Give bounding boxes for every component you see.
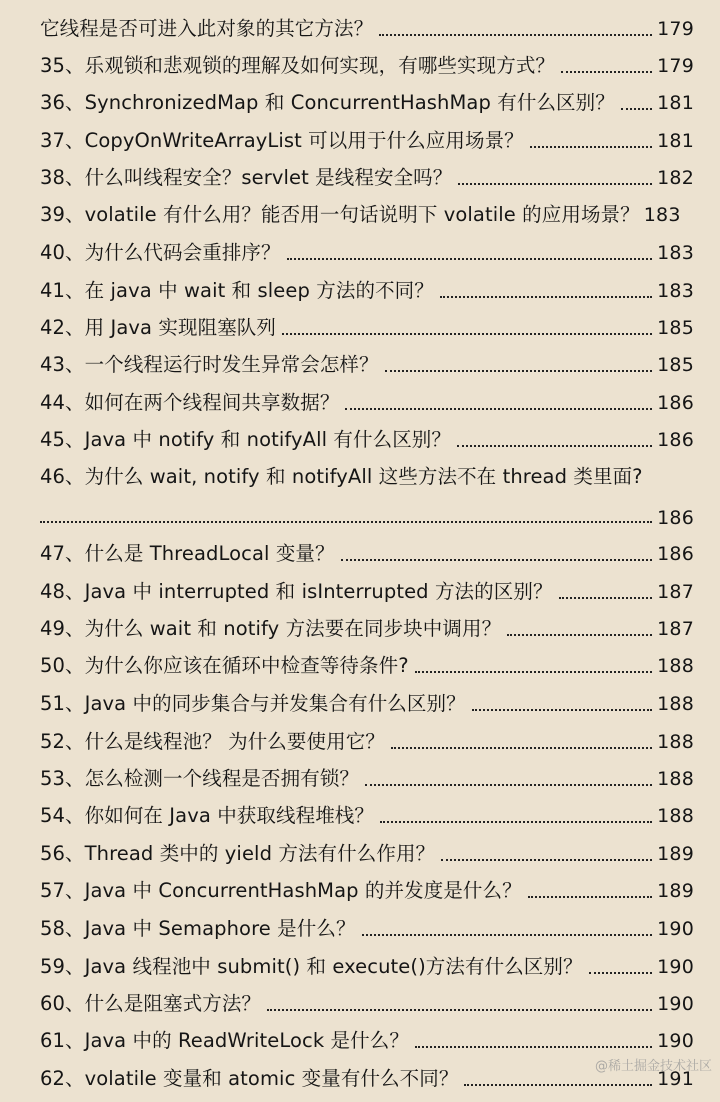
page-number: 189: [657, 843, 694, 865]
toc-entry[interactable]: [40, 987, 694, 1017]
page-number: 191: [657, 1068, 694, 1090]
page-number: 185: [657, 317, 694, 339]
dot-leader: [379, 34, 652, 36]
page-number: 187: [657, 618, 694, 640]
toc-entry[interactable]: [40, 386, 694, 416]
toc-entry[interactable]: [40, 799, 694, 829]
entry-title: 39、volatile 有什么用？能否用一句话说明下 volatile 的应用场景？: [40, 203, 640, 226]
dot-leader: [561, 71, 652, 73]
toc-entry[interactable]: [40, 423, 694, 453]
page-number: 186: [657, 507, 694, 529]
toc-entry[interactable]: [40, 12, 694, 42]
entry-title: 62、volatile 变量和 atomic 变量有什么不同？: [40, 1067, 459, 1090]
dot-leader: [345, 408, 652, 410]
page-number: 182: [657, 167, 694, 189]
entry-title: 46、为什么 wait, notify 和 notifyAll 这些方法不在 thread 类里面?: [40, 465, 643, 488]
page-number: 190: [657, 918, 694, 940]
entry-title: 52、什么是线程池？ 为什么要使用它？: [40, 730, 385, 753]
entry-title: 40、为什么代码会重排序？: [40, 241, 281, 264]
page-number: 181: [657, 92, 694, 114]
entry-title: 57、Java 中 ConcurrentHashMap 的并发度是什么？: [40, 879, 522, 902]
toc-entry[interactable]: [40, 649, 694, 679]
entry-title: 50、为什么你应该在循环中检查等待条件?: [40, 654, 409, 677]
toc-entry[interactable]: [40, 874, 694, 904]
entry-title: 61、Java 中的 ReadWriteLock 是什么？: [40, 1029, 409, 1052]
dot-leader: [365, 784, 652, 786]
page-number: 183: [657, 242, 694, 264]
entry-title: 49、为什么 wait 和 notify 方法要在同步块中调用？: [40, 617, 502, 640]
dot-leader: [287, 258, 653, 260]
entry-title: 它线程是否可进入此对象的其它方法？: [40, 17, 374, 40]
toc-entry[interactable]: [40, 460, 694, 490]
toc-entry[interactable]: [40, 49, 694, 79]
dot-leader: [528, 896, 652, 898]
page-number: 189: [657, 880, 694, 902]
page-number: 188: [657, 768, 694, 790]
dot-leader: [40, 521, 652, 523]
toc-entry[interactable]: [40, 86, 694, 116]
dot-leader: [621, 108, 652, 110]
toc-entry[interactable]: [40, 1024, 694, 1054]
dot-leader: [458, 183, 652, 185]
dot-leader: [472, 709, 652, 711]
toc-entry[interactable]: [40, 311, 694, 341]
toc-entry[interactable]: [40, 537, 694, 567]
watermark: [595, 1055, 712, 1074]
entry-title: 42、用 Java 实现阻塞队列: [40, 316, 276, 339]
dot-leader: [415, 671, 652, 673]
page-number: 185: [657, 354, 694, 376]
toc-entry[interactable]: [40, 198, 712, 228]
toc-entry[interactable]: [40, 236, 694, 266]
entry-title: 47、什么是 ThreadLocal 变量？: [40, 542, 335, 565]
entry-title: 38、什么叫线程安全？servlet 是线程安全吗？: [40, 166, 453, 189]
page-number: 190: [657, 993, 694, 1015]
toc-entry[interactable]: [40, 161, 694, 191]
entry-title: 58、Java 中 Semaphore 是什么？: [40, 917, 356, 940]
entry-title: 44、如何在两个线程间共享数据？: [40, 391, 340, 414]
entry-title: 45、Java 中 notify 和 notifyAll 有什么区别？: [40, 428, 452, 451]
page-number: 183: [643, 204, 681, 226]
entry-title: 59、Java 线程池中 submit() 和 execute()方法有什么区别？: [40, 955, 583, 978]
page-number: 188: [657, 655, 694, 677]
dot-leader: [380, 821, 652, 823]
toc-entry[interactable]: [40, 687, 694, 717]
dot-leader: [464, 1084, 652, 1086]
toc-entry[interactable]: [40, 950, 694, 980]
dot-leader: [341, 559, 652, 561]
page-number: 179: [657, 18, 694, 40]
page-number: 186: [657, 392, 694, 414]
page-number: 187: [657, 581, 694, 603]
dot-leader: [385, 370, 653, 372]
toc-entry[interactable]: [40, 837, 694, 867]
dot-leader: [362, 934, 653, 936]
toc-entry[interactable]: [40, 912, 694, 942]
toc-entry[interactable]: [40, 348, 694, 378]
dot-leader: [559, 597, 653, 599]
toc-entry[interactable]: [40, 274, 694, 304]
toc-entry[interactable]: [40, 612, 694, 642]
page-number: 186: [657, 429, 694, 451]
dot-leader: [589, 972, 653, 974]
entry-title: 36、SynchronizedMap 和 ConcurrentHashMap 有什么区别？: [40, 91, 615, 114]
toc-entry[interactable]: [40, 762, 694, 792]
entry-title: 35、乐观锁和悲观锁的理解及如何实现，有哪些实现方式？: [40, 54, 556, 77]
toc-entry[interactable]: [40, 725, 694, 755]
entry-title: 60、什么是阻塞式方法？: [40, 992, 262, 1015]
page-number: 183: [657, 280, 694, 302]
dot-leader: [441, 859, 652, 861]
dot-leader: [267, 1009, 652, 1011]
entry-title: 48、Java 中 interrupted 和 isInterrupted 方法的区别？: [40, 580, 553, 603]
dot-leader: [415, 1046, 652, 1048]
cropped-previous-line: [0, 0, 720, 8]
entry-title: 43、一个线程运行时发生异常会怎样？: [40, 353, 379, 376]
entry-title: 54、你如何在 Java 中获取线程堆栈？: [40, 804, 374, 827]
page-number: 188: [657, 731, 694, 753]
page-number: 190: [657, 1030, 694, 1052]
dot-leader: [507, 634, 652, 636]
entry-title: 56、Thread 类中的 yield 方法有什么作用？: [40, 842, 436, 865]
entry-title: 53、怎么检测一个线程是否拥有锁？: [40, 767, 360, 790]
entry-title: 51、Java 中的同步集合与并发集合有什么区别？: [40, 692, 466, 715]
watermark-text: @稀土掘金技术社区: [594, 1059, 712, 1074]
dot-leader: [457, 445, 652, 447]
page-number: 179: [657, 55, 694, 77]
page-number: 190: [657, 956, 694, 978]
page-number: 186: [657, 543, 694, 565]
dot-leader: [282, 333, 652, 335]
page-number: 188: [657, 693, 694, 715]
page-number: 181: [657, 130, 694, 152]
toc-entry[interactable]: [40, 124, 694, 154]
entry-title: 37、CopyOnWriteArrayList 可以用于什么应用场景？: [40, 129, 524, 152]
toc-entry[interactable]: [40, 575, 694, 605]
page-number: 188: [657, 805, 694, 827]
dot-leader: [440, 296, 652, 298]
dot-leader: [391, 747, 652, 749]
toc-entry-continuation: [40, 499, 694, 529]
entry-title: 41、在 java 中 wait 和 sleep 方法的不同？: [40, 279, 434, 302]
dot-leader: [530, 146, 652, 148]
